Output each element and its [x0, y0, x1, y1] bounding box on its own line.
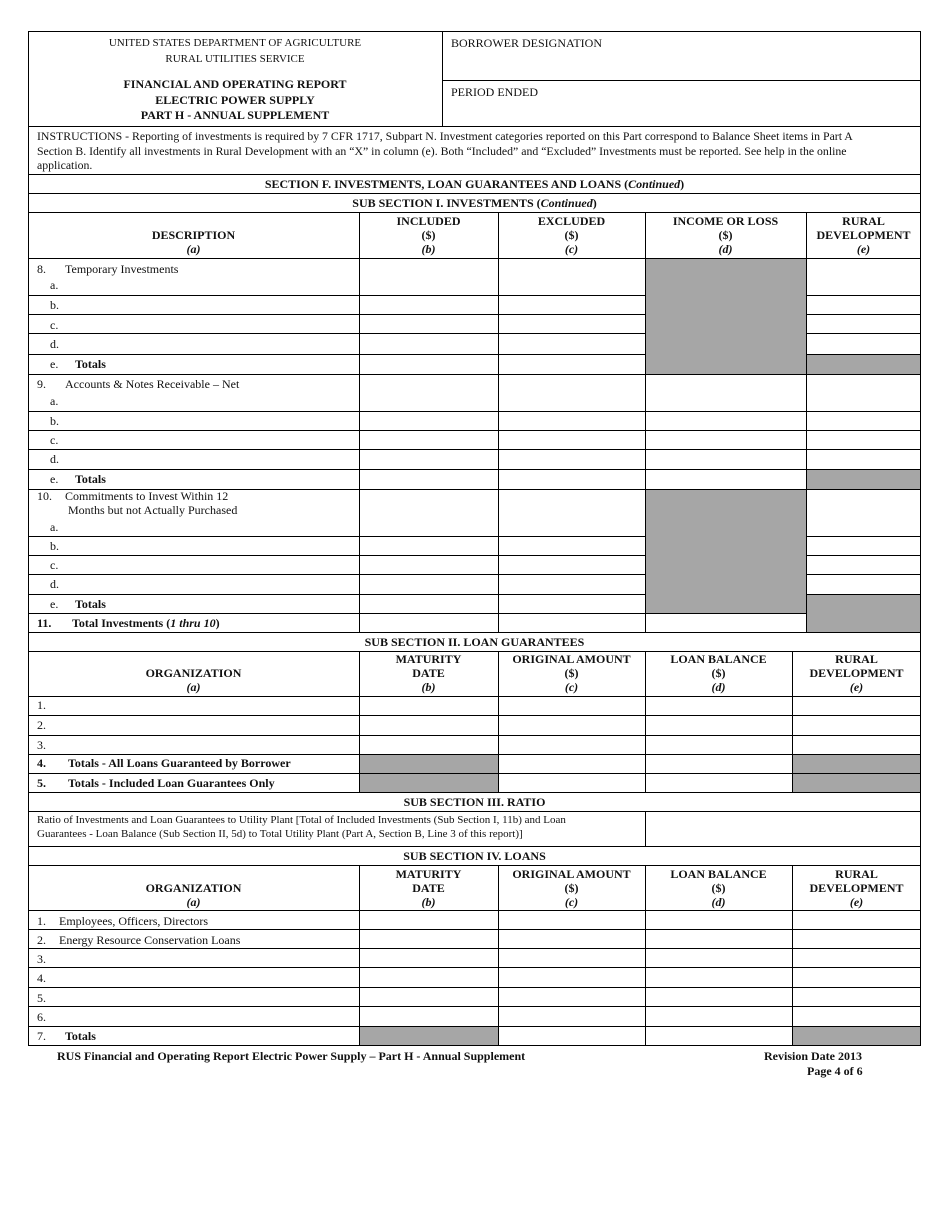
item-9b-letter: b. — [50, 414, 59, 428]
item-9-totals-label: Totals — [75, 472, 106, 486]
shaded-cell — [645, 258, 806, 374]
grid-line — [28, 773, 921, 774]
grid-line — [28, 536, 646, 537]
item-9-number: 9. — [37, 377, 46, 391]
ratio-value-field[interactable] — [646, 812, 920, 845]
shaded-cell — [359, 1026, 498, 1045]
sub4-row-4-number: 4. — [37, 971, 46, 985]
item-8a-letter: a. — [50, 278, 59, 292]
item-10d-letter: d. — [50, 577, 59, 591]
grid-line — [28, 31, 921, 32]
footer-report-title: RUS Financial and Operating Report Electric Power Supply – Part H - Annual Supplement — [57, 1049, 526, 1063]
grid-line — [28, 449, 921, 450]
grid-line — [28, 574, 646, 575]
sub2-total-5-label: Totals - Included Loan Guarantees Only — [68, 776, 275, 790]
grid-line — [28, 613, 806, 614]
grid-line — [645, 212, 646, 632]
ratio-text-line-1: Ratio of Investments and Loan Guarantees to Utility Plant [Total of Included Investments (Sub Section I, 11b) and Loan — [37, 814, 566, 826]
sub4-row-2-label: Energy Resource Conservation Loans — [59, 933, 241, 947]
grid-line — [28, 430, 921, 431]
grid-line — [806, 295, 921, 296]
investment-input-cell[interactable] — [499, 259, 645, 295]
grid-line — [28, 792, 921, 793]
grid-line — [920, 31, 921, 1045]
sub1-col-excluded: EXCLUDED ($) (c) — [537, 214, 606, 256]
sub1-col-income-or-loss: INCOME OR LOSS ($) (d) — [672, 214, 779, 256]
grid-line — [442, 31, 443, 126]
item-10c-letter: c. — [50, 558, 59, 572]
grid-line — [28, 865, 921, 866]
sub-section-2-title: SUB SECTION II. LOAN GUARANTEES — [364, 635, 585, 649]
grid-line — [28, 1006, 921, 1007]
grid-line — [28, 1045, 921, 1046]
sub4-row-6-number: 6. — [37, 1010, 46, 1024]
grid-line — [28, 811, 921, 812]
item-8-number: 8. — [37, 262, 46, 276]
sub2-row-1-number: 1. — [37, 698, 46, 712]
footer-page-number: Page 4 of 6 — [807, 1064, 863, 1078]
instructions-line-1: INSTRUCTIONS - Reporting of investments is required by 7 CFR 1717, Subpart N. Investment categories reported on this Part correspond to Balance Sheet items in Part A — [37, 129, 853, 143]
item-8e-letter: e. — [50, 357, 59, 371]
grid-line — [806, 574, 921, 575]
instructions-line-2: Section B. Identify all investments in Rural Development with an “X” in column (e). Both “Included” and “Excluded” Investments must be reported. See help in the online — [37, 144, 847, 158]
item-8b-letter: b. — [50, 298, 59, 312]
shaded-cell — [645, 489, 806, 613]
grid-line — [792, 865, 793, 1045]
loan-guarantee-input-cell[interactable] — [29, 697, 359, 715]
borrower-designation-label: BORROWER DESIGNATION — [451, 36, 602, 50]
item-9d-letter: d. — [50, 452, 59, 466]
form-header — [28, 31, 921, 126]
item-10-totals-label: Totals — [75, 597, 106, 611]
sub2-col-original-amount: ORIGINAL AMOUNT ($) (c) — [512, 652, 631, 694]
grid-line — [28, 31, 29, 1045]
sub2-row-3-number: 3. — [37, 738, 46, 752]
grid-line — [28, 594, 646, 595]
item-8-label: Temporary Investments — [65, 262, 179, 276]
shaded-cell — [806, 354, 921, 374]
sub4-row-3-number: 3. — [37, 952, 46, 966]
item-9c-letter: c. — [50, 433, 59, 447]
item-8d-letter: d. — [50, 337, 59, 351]
sub4-col-organization: ORGANIZATION (a) — [145, 881, 242, 909]
grid-line — [28, 295, 646, 296]
form-title-line-2: ELECTRIC POWER SUPPLY — [155, 93, 315, 107]
sub4-row-2-number: 2. — [37, 933, 46, 947]
shaded-cell — [806, 594, 921, 632]
grid-line — [28, 333, 646, 334]
item-10b-letter: b. — [50, 539, 59, 553]
instructions-line-3: application. — [37, 158, 93, 172]
sub4-row-1-number: 1. — [37, 914, 46, 928]
sub-section-4-title: SUB SECTION IV. LOANS — [403, 849, 546, 863]
sub-section-3-title: SUB SECTION III. RATIO — [403, 795, 546, 809]
footer-revision-date: Revision Date 2013 — [764, 1049, 862, 1063]
sub4-row-5-number: 5. — [37, 991, 46, 1005]
agency-line-1: UNITED STATES DEPARTMENT OF AGRICULTURE — [108, 37, 362, 49]
grid-line — [359, 865, 360, 1045]
grid-line — [806, 594, 921, 595]
grid-line — [645, 651, 646, 792]
grid-line — [28, 651, 921, 652]
sub2-col-maturity-date: MATURITY DATE (b) — [395, 652, 462, 694]
item-11-number: 11. — [37, 616, 52, 630]
grid-line — [806, 536, 921, 537]
grid-line — [28, 715, 921, 716]
sub4-col-rural-development: RURAL DEVELOPMENT (e) — [809, 867, 904, 909]
sub2-row-2-number: 2. — [37, 718, 46, 732]
sub4-total-number: 7. — [37, 1029, 46, 1043]
grid-line — [792, 651, 793, 792]
item-8c-letter: c. — [50, 318, 59, 332]
grid-line — [28, 193, 921, 194]
item-11-label: Total Investments (1 thru 10) — [72, 616, 220, 630]
sub2-col-loan-balance: LOAN BALANCE ($) (d) — [670, 652, 767, 694]
ratio-text-line-2: Guarantees - Loan Balance (Sub Section II, 5d) to Total Utility Plant (Part A, Section B, Line 3 of this report)] — [37, 828, 523, 840]
item-9-label: Accounts & Notes Receivable – Net — [65, 377, 240, 391]
section-f-title: SECTION F. INVESTMENTS, LOAN GUARANTEES AND LOANS (Continued) — [264, 177, 685, 191]
period-ended-label: PERIOD ENDED — [451, 85, 538, 99]
grid-line — [28, 489, 921, 490]
sub1-col-rural-development: RURAL DEVELOPMENT (e) — [816, 214, 911, 256]
sub4-col-loan-balance: LOAN BALANCE ($) (d) — [670, 867, 767, 909]
grid-line — [28, 354, 646, 355]
sub4-col-maturity-date: MATURITY DATE (b) — [395, 867, 462, 909]
borrower-designation-field[interactable] — [443, 51, 920, 79]
period-ended-field[interactable] — [443, 101, 920, 125]
grid-line — [806, 354, 921, 355]
investment-input-cell[interactable] — [807, 259, 920, 295]
item-8-totals-label: Totals — [75, 357, 106, 371]
grid-line — [28, 314, 646, 315]
grid-line — [442, 80, 921, 81]
item-10-label-line-2: Months but not Actually Purchased — [68, 503, 238, 517]
grid-line — [28, 987, 921, 988]
grid-line — [28, 174, 921, 175]
item-9a-letter: a. — [50, 394, 59, 408]
grid-line — [28, 632, 921, 633]
shaded-cell — [806, 469, 921, 489]
sub1-col-included: INCLUDED ($) (b) — [396, 214, 461, 256]
grid-line — [28, 967, 921, 968]
grid-line — [806, 314, 921, 315]
grid-line — [28, 411, 921, 412]
item-9e-letter: e. — [50, 472, 59, 486]
sub4-total-label: Totals — [65, 1029, 96, 1043]
item-10-label-line-1: Commitments to Invest Within 12 — [65, 489, 229, 503]
grid-line — [498, 865, 499, 1045]
loan-input-cell[interactable] — [29, 949, 359, 967]
grid-line — [28, 374, 921, 375]
form-title-line-1: FINANCIAL AND OPERATING REPORT — [123, 77, 347, 91]
sub2-col-organization: ORGANIZATION (a) — [145, 666, 242, 694]
shaded-cell — [792, 1026, 921, 1045]
grid-line — [28, 754, 921, 755]
grid-line — [28, 555, 646, 556]
item-10e-letter: e. — [50, 597, 59, 611]
grid-line — [645, 811, 646, 846]
sub2-total-4-number: 4. — [37, 756, 46, 770]
grid-line — [28, 929, 921, 930]
grid-line — [28, 212, 921, 213]
grid-line — [645, 865, 646, 1045]
sub4-col-original-amount: ORIGINAL AMOUNT ($) (c) — [512, 867, 631, 909]
grid-line — [28, 910, 921, 911]
item-10a-letter: a. — [50, 520, 59, 534]
item-10-number: 10. — [37, 489, 52, 503]
grid-line — [806, 333, 921, 334]
grid-line — [28, 1026, 921, 1027]
grid-line — [498, 651, 499, 792]
grid-line — [28, 469, 921, 470]
investment-input-cell[interactable] — [360, 259, 498, 295]
sub2-total-5-number: 5. — [37, 776, 46, 790]
form-title-line-3: PART H - ANNUAL SUPPLEMENT — [140, 108, 330, 122]
grid-line — [28, 846, 921, 847]
grid-line — [806, 555, 921, 556]
sub1-col-description: DESCRIPTION (a) — [151, 228, 236, 256]
agency-line-2: RURAL UTILITIES SERVICE — [165, 53, 305, 65]
grid-line — [28, 735, 921, 736]
grid-line — [28, 126, 921, 127]
sub2-total-4-label: Totals - All Loans Guaranteed by Borrower — [68, 756, 291, 770]
sub2-col-rural-development: RURAL DEVELOPMENT (e) — [809, 652, 904, 694]
grid-line — [359, 651, 360, 792]
sub4-row-1-label: Employees, Officers, Directors — [59, 914, 209, 928]
sub-section-1-title: SUB SECTION I. INVESTMENTS (Continued) — [352, 196, 597, 210]
